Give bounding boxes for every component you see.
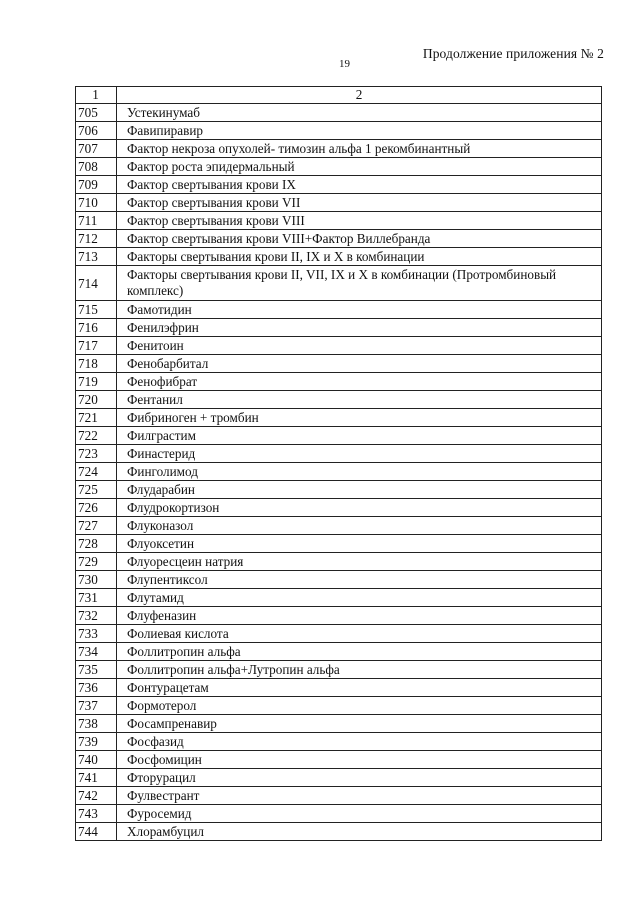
row-number: 731 xyxy=(76,589,117,607)
row-number: 711 xyxy=(76,212,117,230)
table-row xyxy=(76,445,602,463)
row-number: 705 xyxy=(76,104,117,122)
table-row xyxy=(76,212,602,230)
table-row xyxy=(76,355,602,373)
table-row xyxy=(76,122,602,140)
table-row xyxy=(76,607,602,625)
row-number: 724 xyxy=(76,463,117,481)
drug-name: Фоллитропин альфа+Лутропин альфа xyxy=(117,661,602,679)
table-row xyxy=(76,679,602,697)
table-row xyxy=(76,715,602,733)
row-number: 736 xyxy=(76,679,117,697)
row-number: 740 xyxy=(76,751,117,769)
table-row xyxy=(76,427,602,445)
table-row xyxy=(76,733,602,751)
table-row xyxy=(76,409,602,427)
row-number: 744 xyxy=(76,823,117,841)
table-row xyxy=(76,176,602,194)
table-row xyxy=(76,571,602,589)
row-number: 735 xyxy=(76,661,117,679)
table-header-row xyxy=(76,87,602,104)
drug-name: Фибриноген + тромбин xyxy=(117,409,602,427)
row-number: 726 xyxy=(76,499,117,517)
drug-name: Фавипиравир xyxy=(117,122,602,140)
drug-name: Фенитоин xyxy=(117,337,602,355)
drug-name: Фактор свертывания крови IX xyxy=(117,176,602,194)
drug-name: Фенобарбитал xyxy=(117,355,602,373)
row-number: 719 xyxy=(76,373,117,391)
row-number: 716 xyxy=(76,319,117,337)
row-number: 710 xyxy=(76,194,117,212)
table-row xyxy=(76,553,602,571)
drug-name: Фактор свертывания крови VIII xyxy=(117,212,602,230)
row-number: 732 xyxy=(76,607,117,625)
row-number: 741 xyxy=(76,769,117,787)
drug-name: Фосфазид xyxy=(117,733,602,751)
drug-name: Формотерол xyxy=(117,697,602,715)
row-number: 739 xyxy=(76,733,117,751)
table-row xyxy=(76,481,602,499)
drug-name: Фенофибрат xyxy=(117,373,602,391)
drug-name: Фосфомицин xyxy=(117,751,602,769)
drug-name: Флуоксетин xyxy=(117,535,602,553)
drug-name: Факторы свертывания крови II, VII, IX и X в комбинации (Протромбиновый комплекс) xyxy=(117,266,602,301)
row-number: 715 xyxy=(76,301,117,319)
table-row xyxy=(76,248,602,266)
row-number: 721 xyxy=(76,409,117,427)
drug-name: Фонтурацетам xyxy=(117,679,602,697)
table-row xyxy=(76,625,602,643)
row-number: 717 xyxy=(76,337,117,355)
table-row xyxy=(76,769,602,787)
table-row xyxy=(76,499,602,517)
row-number: 734 xyxy=(76,643,117,661)
drug-name: Устекинумаб xyxy=(117,104,602,122)
drug-name: Флуконазол xyxy=(117,517,602,535)
drug-name: Фамотидин xyxy=(117,301,602,319)
table-row xyxy=(76,805,602,823)
drug-name: Флутамид xyxy=(117,589,602,607)
table-row xyxy=(76,140,602,158)
row-number: 743 xyxy=(76,805,117,823)
table-row xyxy=(76,643,602,661)
column-header-1: 1 xyxy=(76,87,117,104)
table-row xyxy=(76,158,602,176)
drug-name: Фактор роста эпидермальный xyxy=(117,158,602,176)
drug-name: Фентанил xyxy=(117,391,602,409)
row-number: 729 xyxy=(76,553,117,571)
row-number: 708 xyxy=(76,158,117,176)
table-row xyxy=(76,319,602,337)
table-row xyxy=(76,194,602,212)
row-number: 723 xyxy=(76,445,117,463)
drug-name: Фуросемид xyxy=(117,805,602,823)
drug-list-table xyxy=(75,86,602,841)
drug-name: Финголимод xyxy=(117,463,602,481)
row-number: 730 xyxy=(76,571,117,589)
table-row xyxy=(76,301,602,319)
drug-name: Фосампренавир xyxy=(117,715,602,733)
table-row xyxy=(76,337,602,355)
row-number: 706 xyxy=(76,122,117,140)
drug-name: Фактор некроза опухолей- тимозин альфа 1 рекомбинантный xyxy=(117,140,602,158)
row-number: 714 xyxy=(76,266,117,301)
table-row xyxy=(76,787,602,805)
drug-name: Фенилэфрин xyxy=(117,319,602,337)
table-row xyxy=(76,751,602,769)
table-row xyxy=(76,463,602,481)
table-row xyxy=(76,104,602,122)
column-header-2: 2 xyxy=(117,87,602,104)
drug-name: Фактор свертывания крови VIII+Фактор Виллебранда xyxy=(117,230,602,248)
row-number: 712 xyxy=(76,230,117,248)
drug-name: Филграстим xyxy=(117,427,602,445)
row-number: 742 xyxy=(76,787,117,805)
annex-continuation-header: Продолжение приложения № 2 xyxy=(422,46,604,61)
table-row xyxy=(76,230,602,248)
row-number: 722 xyxy=(76,427,117,445)
drug-name: Флуоресцеин натрия xyxy=(117,553,602,571)
row-number: 738 xyxy=(76,715,117,733)
row-number: 713 xyxy=(76,248,117,266)
row-number: 718 xyxy=(76,355,117,373)
drug-name: Фулвестрант xyxy=(117,787,602,805)
table-row xyxy=(76,535,602,553)
drug-name: Флудрокортизон xyxy=(117,499,602,517)
table-row xyxy=(76,517,602,535)
row-number: 728 xyxy=(76,535,117,553)
table-row xyxy=(76,589,602,607)
row-number: 707 xyxy=(76,140,117,158)
drug-name: Фолиевая кислота xyxy=(117,625,602,643)
drug-name: Хлорамбуцил xyxy=(117,823,602,841)
table-row xyxy=(76,266,602,301)
table-row xyxy=(76,661,602,679)
table-row xyxy=(76,697,602,715)
drug-name: Флупентиксол xyxy=(117,571,602,589)
table-row xyxy=(76,373,602,391)
drug-name: Фактор свертывания крови VII xyxy=(117,194,602,212)
row-number: 725 xyxy=(76,481,117,499)
table-row xyxy=(76,391,602,409)
row-number: 720 xyxy=(76,391,117,409)
drug-name: Фоллитропин альфа xyxy=(117,643,602,661)
row-number: 737 xyxy=(76,697,117,715)
table-row xyxy=(76,823,602,841)
row-number: 727 xyxy=(76,517,117,535)
drug-name: Флуфеназин xyxy=(117,607,602,625)
drug-name: Факторы свертывания крови II, IX и X в комбинации xyxy=(117,248,602,266)
row-number: 733 xyxy=(76,625,117,643)
drug-name: Флударабин xyxy=(117,481,602,499)
page-number: 19 xyxy=(339,58,350,70)
drug-name: Финастерид xyxy=(117,445,602,463)
drug-name: Фторурацил xyxy=(117,769,602,787)
row-number: 709 xyxy=(76,176,117,194)
